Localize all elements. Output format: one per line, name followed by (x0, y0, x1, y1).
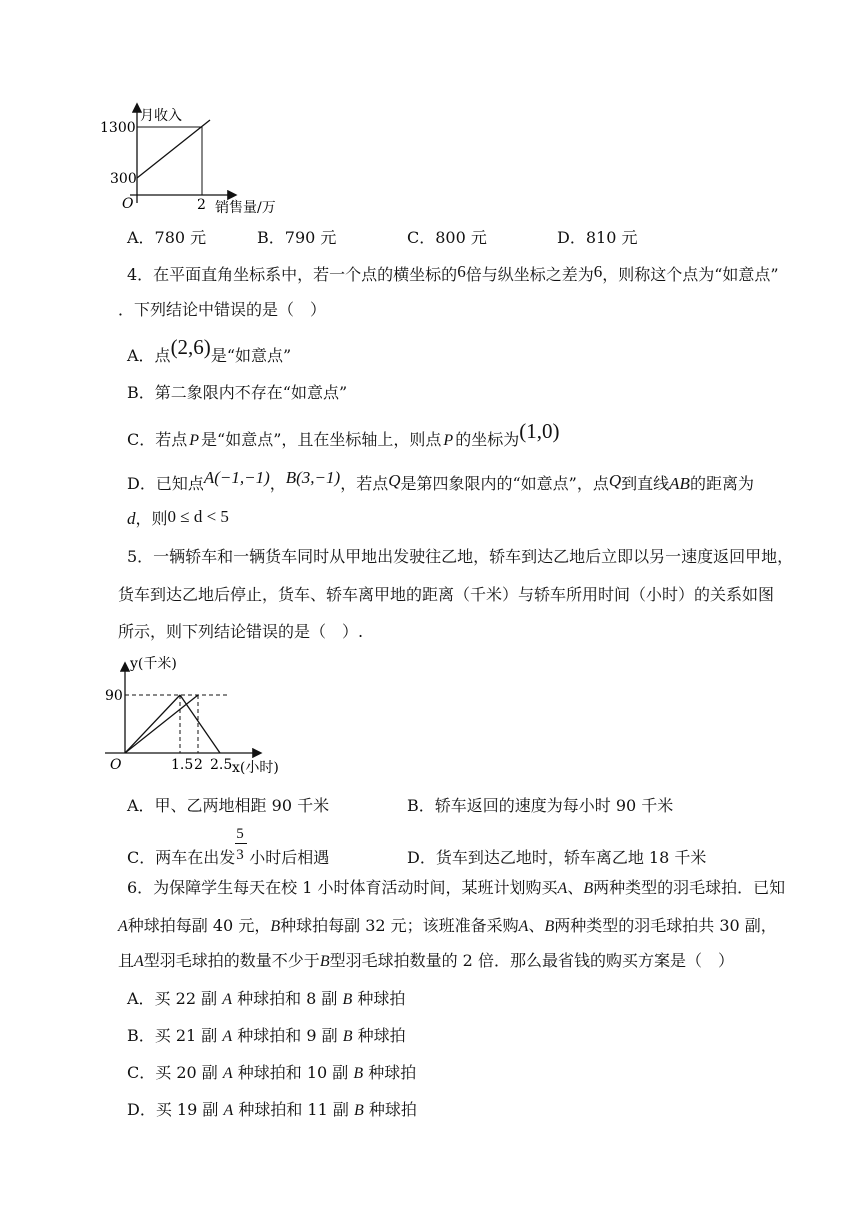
q5-line-3: 所示，则下列结论错误的是（ ）. (118, 622, 364, 641)
q4-option-d-line-1 (127, 468, 754, 495)
x-tick-2-5: 2.5 (210, 757, 233, 773)
q4-d-post: 的距离为 (689, 474, 754, 493)
q4-c-mid1: 是“如意点”，且在坐标轴上，则点 (201, 430, 442, 449)
revenue-graph (100, 100, 300, 220)
truck-line (125, 695, 198, 753)
q6-ob-A: A (222, 1028, 233, 1045)
x-axis-label: 销售量/万 (215, 200, 276, 216)
q6-ob-mid: 种球拍和 9 副 (237, 1026, 338, 1045)
q6-option-a (127, 988, 405, 1011)
q4-text-1c: ，则称这个点为“如意点” (602, 265, 779, 284)
q6-oc-B: B (353, 1065, 364, 1082)
q6-oc-pre: C．买 20 副 (127, 1063, 218, 1082)
q4-d-pre: D．已知点 (127, 474, 204, 493)
q6-line-1 (127, 877, 785, 900)
y-tick-1300: 1300 (100, 120, 136, 136)
q5-c-post: 小时后相遇 (249, 848, 330, 867)
q4-d-mid3: 到直线 (621, 474, 670, 493)
distance-time-graph (100, 652, 290, 777)
q6-l1-c: 两种类型的羽毛球拍．已知 (593, 878, 786, 897)
origin-label: O (110, 757, 122, 773)
q5-option-c (127, 826, 330, 869)
origin-label: O (122, 196, 134, 212)
q6-oc-post: 种球拍 (368, 1063, 417, 1082)
q4-line-1 (127, 261, 779, 286)
y-axis-label: 月收入 (140, 108, 182, 124)
q5-c-pre: C．两车在出发 (127, 848, 236, 867)
q5-line-1: 5．一辆轿车和一辆货车同时从甲地出发驶往乙地，轿车到达乙地后立即以另一速度返回甲地， (127, 547, 794, 566)
q3-option-d: D．810 元 (557, 228, 638, 247)
income-line (137, 120, 210, 178)
q5-option-d: D．货车到达乙地时，轿车离乙地 18 千米 (407, 848, 707, 867)
q4-option-a (127, 335, 292, 367)
q6-l3-c: 型羽毛球拍数量的 2 倍．那么最省钱的购买方案是（ ） (329, 951, 734, 970)
q6-option-d (127, 1099, 417, 1122)
q4-line-2: ．下列结论中错误的是（ ） (118, 300, 327, 319)
q6-option-b (127, 1025, 406, 1048)
q5-option-b: B．轿车返回的速度为每小时 90 千米 (407, 796, 674, 815)
q6-line-2 (118, 915, 777, 938)
q6-l1-b: 、 (567, 878, 584, 897)
x-tick-2: 2 (197, 197, 206, 213)
x-axis-label: x(小时) (232, 760, 279, 776)
q6-l3-A: A (134, 953, 144, 970)
q6-line-3 (118, 950, 734, 973)
q6-l2-d: 两种类型的羽毛球拍共 30 副， (554, 916, 777, 935)
q3-option-a: A．780 元 (127, 228, 207, 247)
q4-option-c (127, 419, 560, 452)
q6-l1-B: B (583, 880, 594, 897)
q6-od-mid: 种球拍和 11 副 (238, 1100, 349, 1119)
q6-option-c (127, 1062, 416, 1085)
q4-c-pre: C．若点 (127, 430, 188, 449)
q6-l2-B2: B (544, 918, 555, 935)
q6-l2-b: 种球拍每副 32 元；该班准备采购 (280, 916, 519, 935)
q6-oc-A: A (222, 1065, 233, 1082)
q4-d-q2: Q (608, 471, 622, 490)
q6-l2-A: A (118, 918, 128, 935)
car-outbound (125, 695, 180, 753)
q6-od-post: 种球拍 (368, 1100, 417, 1119)
q6-ob-post: 种球拍 (357, 1026, 406, 1045)
q4-d-sep: ， (269, 474, 286, 493)
q6-l3-B: B (319, 953, 330, 970)
q3-option-b: B．790 元 (257, 228, 337, 247)
q4-six-2: 6 (593, 262, 603, 281)
x-tick-2: 2 (194, 757, 203, 773)
q4-d-inequality: 0 ≤ d < 5 (167, 507, 229, 526)
q4-c-p2: P (443, 432, 454, 449)
q4-d-ab: AB (669, 474, 690, 493)
q6-l1-A: A (557, 880, 568, 897)
q4-a-post: 是“如意点” (210, 346, 292, 365)
q6-l3-a: 且 (118, 951, 135, 970)
q6-l2-B: B (270, 918, 281, 935)
q6-l2-a: 种球拍每副 40 元， (127, 916, 271, 935)
y-tick-300: 300 (110, 171, 137, 187)
q6-od-B: B (353, 1102, 364, 1119)
q4-a-pre: A．点 (127, 346, 171, 365)
q6-l3-b: 型羽毛球拍的数量不少于 (143, 951, 320, 970)
q6-oa-mid: 种球拍和 8 副 (237, 989, 338, 1008)
q4-d-mid2: 是第四象限内的“如意点”，点 (400, 474, 609, 493)
q6-ob-B: B (342, 1028, 353, 1045)
q5-c-numerator: 5 (236, 826, 244, 842)
q6-oa-post: 种球拍 (357, 989, 406, 1008)
q6-l1-a: 6．为保障学生每天在校 1 小时体育活动时间，某班计划购买 (127, 878, 558, 897)
car-return (180, 695, 220, 753)
q4-a-point: (2,6) (170, 335, 211, 359)
q4-option-b: B．第二象限内不存在“如意点” (127, 383, 348, 402)
q5-option-a: A．甲、乙两地相距 90 千米 (127, 796, 330, 815)
q6-oa-pre: A．买 22 副 (127, 989, 218, 1008)
q6-oc-mid: 种球拍和 10 副 (237, 1063, 349, 1082)
q6-ob-pre: B．买 21 副 (127, 1026, 218, 1045)
q4-d-mid1: ，若点 (340, 474, 389, 493)
q4-c-p1: P (189, 432, 200, 449)
q5-line-2: 货车到达乙地后停止，货车、轿车离甲地的距离（千米）与轿车所用时间（小时）的关系如图 (118, 585, 775, 604)
q3-option-c: C．800 元 (407, 228, 487, 247)
q4-text-1a: 4．在平面直角坐标系中，若一个点的横坐标的 (127, 265, 458, 284)
q6-oa-A: A (222, 991, 232, 1008)
q6-od-pre: D．买 19 副 (127, 1100, 219, 1119)
q6-l2-c: 、 (528, 916, 545, 935)
q4-d-point-b: B(3,−1) (285, 468, 341, 487)
q5-c-denominator: 3 (236, 847, 244, 863)
q4-d-point-a: A(−1,−1) (203, 468, 270, 487)
q4-c-point: (1,0) (519, 419, 560, 443)
y-axis-label: y(千米) (130, 656, 177, 672)
q5-c-fraction (235, 826, 249, 869)
q4-six-1: 6 (457, 262, 466, 281)
q4-c-mid2: 的坐标为 (455, 430, 520, 449)
q6-od-A: A (223, 1102, 234, 1119)
q6-l2-A2: A (518, 918, 529, 935)
q6-oa-B: B (342, 991, 353, 1008)
x-tick-1-5: 1.5 (171, 757, 194, 773)
y-tick-90: 90 (105, 688, 123, 704)
q4-text-1b: 倍与纵坐标之差为 (465, 265, 594, 284)
q4-d-line2-mid: ，则 (135, 509, 168, 528)
q4-d-var: d (127, 509, 136, 528)
q4-option-d-line-2 (127, 508, 229, 530)
q4-d-q1: Q (388, 471, 401, 490)
